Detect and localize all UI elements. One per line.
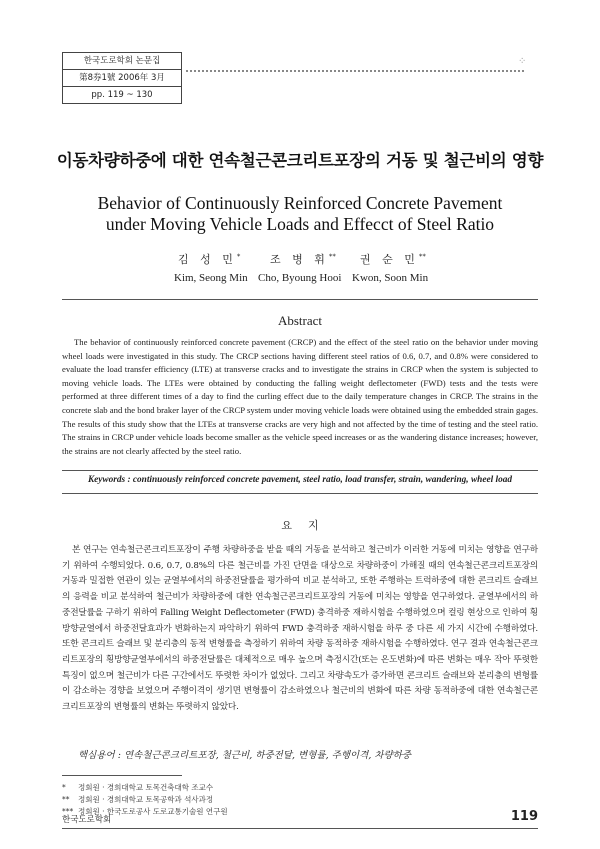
author-3-en: Kwon, Soon Min: [352, 272, 429, 284]
footer-publisher: 한국도로학회: [62, 815, 112, 825]
author-1-ko: [178, 251, 240, 267]
rule-above-keywords: [62, 470, 538, 471]
author-1-mark: *: [236, 252, 241, 261]
title-english: [0, 193, 600, 235]
author-2-en: Cho, Byoung Hooi: [258, 272, 342, 284]
footnote-1-mark: *: [62, 783, 66, 792]
footnote-3-text: 정회원 · 한국도로공사 도로교통기술원 연구원: [78, 807, 228, 816]
abstract-heading: Abstract: [277, 313, 323, 328]
rule-above-abstract: [62, 299, 538, 300]
title-english-line-1: Behavior of Continuously Reinforced Concrete Pavement: [97, 193, 503, 213]
footnote-2-mark: **: [62, 795, 70, 804]
author-1-name-ko: 김 성 민: [178, 253, 237, 266]
journal-pages: pp. 119 ~ 130: [91, 90, 153, 100]
korean-abstract-heading: 요지: [281, 519, 335, 532]
rule-below-keywords: [62, 493, 538, 494]
footer-rule: [62, 828, 538, 829]
footnote-1-text: 정회원 · 경희대학교 토목건축대학 조교수: [78, 783, 214, 792]
author-2-name-ko: 조 병 휘: [270, 253, 329, 266]
keywords-english: Keywords : continuously reinforced concrete pavement, steel ratio, load transfer, strain, wandering, wheel load: [87, 475, 513, 485]
journal-name: 한국도로학회 논문집: [63, 53, 181, 70]
title-korean: 이동차량하중에 대한 연속철근콘크리트포장의 거동 및 철근비의 영향: [56, 151, 544, 170]
journal-issue: 第8券1號 2006年 3月: [63, 70, 181, 87]
title-english-line-2: under Moving Vehicle Loads and Effecct of Steel Ratio: [105, 214, 495, 234]
author-1-en: Kim, Seong Min: [174, 272, 248, 284]
korean-abstract-text: 본 연구는 연속철근콘크리트포장이 주행 차량하중을 받을 때의 거동을 분석하고 철근비가 이러한 거동에 미치는 영향을 연구하기 위하여 수행되었다. 0.6, 0.7, 0.8%의 다른 철근비를 가진 단면을 대상으로 차량하중이 가해질 때의 연속철근콘크리트포장의 거동과 밀접한 연관이 있는 균열부에서의 하중전달률을 평가하여 비교 분석하고, 또한 주행하는 트럭하중에 대한 콘크리트 슬래브의 응력을 비교 분석하여 철근비가 차량하중에 대한 연속철근콘크리트포장의 거동에 미치는 영향을 연구하였다. 균열부에서의 하중전달률을 구하기 위하여 Falling Weight Deflectometer (FWD) 충격하중 재하시험을 수행하였으며 컬링 현상으로 인하여 횡방향균열에서 하중전달효과가 변화하는지 파악하기 위하여 FWD 충격하중 재하시험을 하루 중 다른 세 가지 시간에 수행하였다. 또한 콘크리트 슬래브 및 분리층의 동적 변형률을 측정하기 위하여 차량 동적하중 재하시험을 수행하였다. 연구 결과 연속철근콘크리트포장의 횡방향균열부에서의 하중전달률은 대체적으로 매우 높으며 측정시간(또는 온도변화)에 따른 변화는 매우 작아 뚜렷한 특징이 없으며 철근비가 다른 구간에서도 뚜렷한 차이가 없었다. 그리고 차량속도가 증가하면 콘크리트 슬래브와 분리층의 변형률이 감소하는 경향을 보였으며 주행이격이 생기면 변형률이 감소하였으나 철근비의 변화에 따른 차량 동적하중에 대한 연속철근콘크리트포장의 변형률의 변화는 뚜렷하지 않았다.: [62, 545, 538, 713]
abstract-text: The behavior of continuously reinforced concrete pavement (CRCP) and the effect of the steel ratio on the behavior under moving wheel loads were investigated in this study. The CRCP sections having different steel ratios of 0.6, 0.7, and 0.8% were considered to evaluate the load transfer efficiency (LTE) at transverse cracks and to investigate the strains in CRCP when the system is subjected to moving vehicle loads. The LTEs were obtained by conducting the falling weight deflectometer (FWD) tests and the tests were performed at three different times of a day to find the curling effect due to the daily temperature changes in CRCP. The strains in the concrete slab and the bond braker layer of the CRCP system under moving vehicle loads were obtained using the embedded strain gages. The results of this study show that the LTEs at transverse cracks are very high and not affected by the time of testing and the steel ratio. The strains in CRCP under vehicle loads become smaller as the vehicle speed increases or as the wandering distance increases; however, the strains are not clearly affected by the steel ratio.: [62, 337, 538, 456]
page-number: 119: [510, 809, 538, 824]
footnote-rule: [62, 775, 182, 776]
dotted-header-rule: [186, 70, 524, 72]
footnote-3-mark: ***: [62, 807, 74, 816]
footnote-2: [62, 794, 228, 806]
author-2-ko: [270, 251, 336, 267]
author-2-mark: **: [328, 252, 336, 261]
footnote-1: [62, 782, 228, 794]
author-3-ko: [360, 251, 426, 267]
author-3-name-ko: 권 순 민: [360, 253, 419, 266]
journal-info-box: [62, 52, 182, 104]
author-3-mark: **: [418, 252, 426, 261]
footnote-2-text: 정회원 · 경희대학교 토목공학과 석사과정: [78, 795, 214, 804]
keywords-korean: 핵심용어 : 연속철근콘크리트포장, 철근비, 하중전달, 변형률, 주행이격, 차량하중: [78, 750, 412, 761]
corner-ornament-icon: ⁘: [518, 56, 527, 67]
